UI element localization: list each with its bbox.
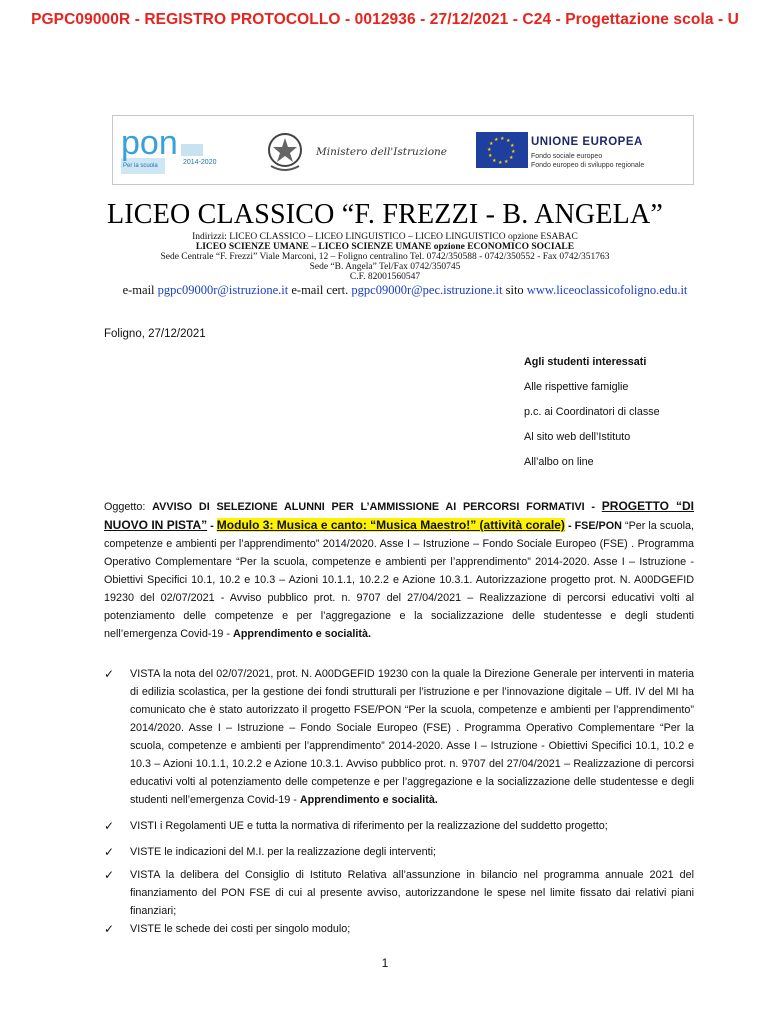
svg-text:★: ★ — [500, 136, 505, 142]
school-contacts-line: Sede Centrale “F. Frezzi” Viale Marconi, 12 – Foligno centralino Tel. 0742/350588 - 0742/350552 - Fax 0742/351763 — [160, 252, 610, 262]
school-addresses-line: Indirizzi: LICEO CLASSICO – LICEO LINGUISTICO – LICEO LINGUISTICO opzione ESABAC — [192, 232, 578, 242]
pec-email-link[interactable]: pgpc09000r@pec.istruzione.it — [351, 283, 503, 297]
list-item: ✓ VISTE le schede dei costi per singolo modulo; — [104, 922, 351, 936]
recipient-line: Alle rispettive famiglie — [524, 381, 629, 393]
svg-text:pon: pon — [121, 124, 178, 162]
svg-text:★: ★ — [487, 147, 492, 153]
subject-paragraph: Oggetto: AVVISO DI SELEZIONE ALUNNI PER L’AMMISSIONE AI PERCORSI FORMATIVI - PROGETTO “DI NUOVO IN PISTA” - Modulo 3: Musica e canto: “Musica Maestro!” (attività corale) - FSE/PON “Per la scuola, competenze e ambienti per l’apprendimento” 2014/2020. Asse I – Istruzione – Fondo Sociale Europeo (FSE) . Programma Operativo Complementare “Per la scuola, competenze e ambienti per l’apprendimento” 2014-2020. Asse I – Istruzione - Obiettivi Specifici 10.1, 10.2 e 10.3 – Azioni 10.1.1, 10.2.2 e Azione 10.3.1. Autorizzazione progetto prot. N. A00DGEFID 19230 del 02/07/2021 - Avviso pubblico prot. n. 9707 del 27/04/2021 – Realizzazione di percorsi educativi volti al potenziamento delle competenze e per l’aggregazione e la socializzazione delle studentesse e degli studenti nell’emergenza Covid-19 - Apprendimento e socialità. — [104, 499, 695, 640]
svg-text:★: ★ — [489, 141, 494, 147]
svg-text:★: ★ — [510, 143, 515, 149]
list-item: ✓ VISTA la delibera del Consiglio di Istituto Relativa all’assunzione in bilancio nel programma annuale 2021 del finanziamento del PON FSE di cui al presente avviso, autorizzandone le spese nel limite fissato dai relativi piani finanziari; — [104, 868, 694, 917]
svg-text:★: ★ — [494, 137, 499, 143]
eu-subtitle-fesr: Fondo europeo di sviluppo regionale — [531, 162, 645, 169]
svg-text:★: ★ — [498, 160, 503, 166]
school-email-line: e-mail pgpc09000r@istruzione.it e-mail cert. pgpc09000r@pec.istruzione.it sito www.liceoclassicofoligno.edu.it — [122, 283, 688, 297]
eu-flag-icon — [476, 132, 528, 168]
page-number: 1 — [381, 956, 389, 970]
list-item: ✓ VISTE le indicazioni del M.I. per la realizzazione degli interventi; — [104, 845, 437, 859]
email-link[interactable]: pgpc09000r@istruzione.it — [157, 283, 289, 297]
svg-text:Per la scuola: Per la scuola — [123, 163, 158, 169]
svg-text:2014-2020: 2014-2020 — [183, 159, 217, 166]
check-icon: ✓ — [104, 667, 115, 681]
republic-emblem-icon — [265, 128, 305, 174]
list-item: ✓ VISTA la nota del 02/07/2021, prot. N. A00DGEFID 19230 con la quale la Direzione Generale per interventi in materia di edilizia scolastica, per la gestione dei fondi strutturali per l’istruzione e per l’innovazione digitale – Uff. IV del MI ha comunicato che è stato autorizzato il progetto FSE/PON “Per la scuola, competenze e ambienti per l’apprendimento” 2014/2020. Asse I – Istruzione – Fondo Sociale Europeo (FSE) . Programma Operativo Complementare “Per la scuola, competenze e ambienti per l’apprendimento” 2014-2020. Asse I – Istruzione - Obiettivi Specifici 10.1, 10.2 e 10.3 – Azioni 10.1.1, 10.2.2 e Azione 10.3.1. Avviso pubblico prot. n. 9707 del 27/04/2021 – Realizzazione di percorsi educativi volti al potenziamento delle competenze e per l’aggregazione e la socializzazione delle studentesse e degli studenti nell’emergenza Covid-19 - Apprendimento e socialità. — [104, 667, 694, 806]
ministry-logo-text: Ministero dell'Istruzione — [316, 146, 447, 158]
recipient-line: All’albo on line — [524, 456, 594, 468]
check-icon: ✓ — [104, 868, 115, 882]
logos-banner — [112, 115, 694, 185]
list-item: ✓ VISTI i Regolamenti UE e tutta la normativa di riferimento per la realizzazione del suddetto progetto; — [104, 819, 608, 833]
protocol-stamp: PGPC09000R - REGISTRO PROTOCOLLO - 0012936 - 27/12/2021 - C24 - Progettazione scola - U — [31, 11, 739, 28]
website-link[interactable]: www.liceoclassicofoligno.edu.it — [526, 283, 688, 297]
check-icon: ✓ — [104, 922, 115, 936]
eu-subtitle-fse: Fondo sociale europeo — [531, 153, 603, 160]
svg-text:★: ★ — [506, 138, 511, 144]
pon-logo — [117, 120, 227, 180]
school-fiscal-code: C.F. 82001560547 — [349, 272, 421, 282]
module-highlight: Modulo 3: Musica e canto: “Musica Maestro!” (attività corale) — [216, 518, 565, 532]
svg-text:★: ★ — [488, 153, 493, 159]
check-icon: ✓ — [104, 845, 115, 859]
document-date: Foligno, 27/12/2021 — [104, 328, 206, 340]
school-title: LICEO CLASSICO “F. FREZZI - B. ANGELA” — [106, 199, 663, 230]
svg-text:★: ★ — [511, 149, 516, 155]
eu-title: UNIONE EUROPEA — [531, 136, 643, 148]
recipient-line: Al sito web dell’Istituto — [524, 431, 631, 443]
school-addresses-line-2: LICEO SCIENZE UMANE – LICEO SCIENZE UMANE opzione ECONOMICO SOCIALE — [195, 242, 575, 252]
check-icon: ✓ — [104, 819, 115, 833]
recipient-line: p.c. ai Coordinatori di classe — [524, 406, 660, 418]
recipient-line: Agli studenti interessati — [524, 356, 647, 368]
svg-text:★: ★ — [492, 158, 497, 164]
svg-text:★: ★ — [509, 155, 514, 161]
svg-text:★: ★ — [504, 159, 509, 165]
school-sede-line: Sede “B. Angela” Tel/Fax 0742/350745 — [309, 262, 461, 272]
